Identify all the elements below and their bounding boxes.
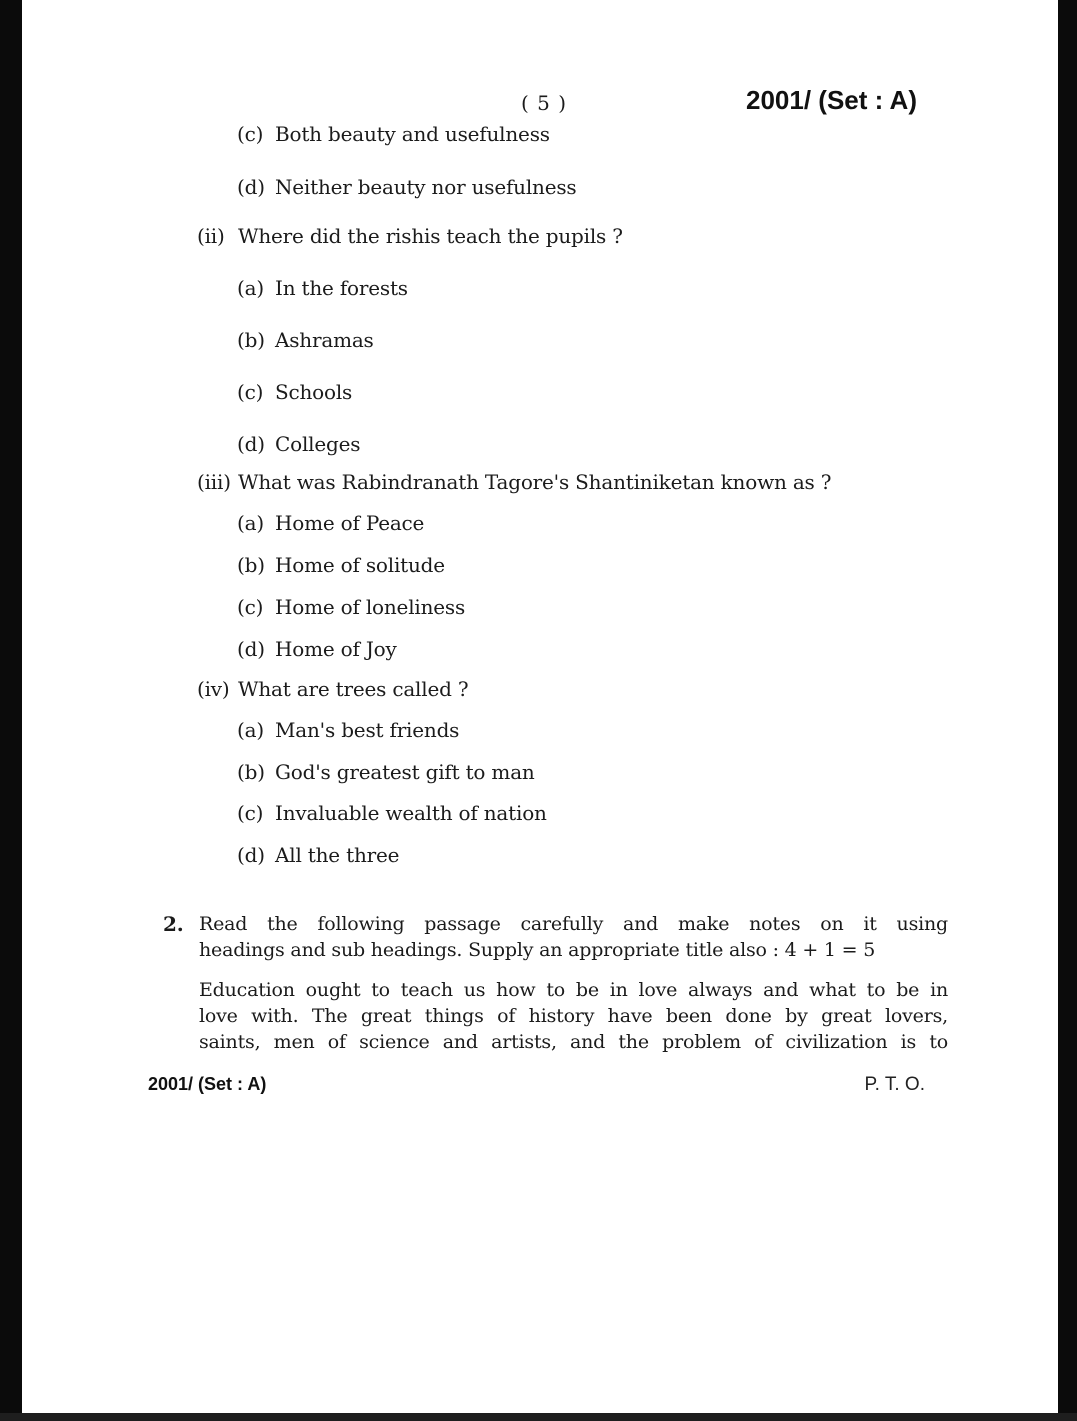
sub-question-iv — [197, 677, 957, 702]
option-text: Home of loneliness — [275, 595, 466, 619]
option-text: Home of Peace — [275, 511, 425, 535]
option-label: (c) — [237, 801, 264, 825]
sub-question-iii — [197, 470, 957, 495]
option-text: In the forests — [275, 276, 408, 300]
questions-section — [197, 122, 957, 868]
option-label: (b) — [237, 760, 265, 784]
option-text: Ashramas — [275, 328, 374, 352]
option-row — [237, 328, 957, 353]
option-text: Invaluable wealth of nation — [275, 801, 547, 825]
option-label: (a) — [237, 718, 264, 742]
page-footer — [148, 1074, 925, 1096]
scan-border-right — [1058, 0, 1077, 1421]
option-label: (b) — [237, 328, 265, 352]
option-text: Both beauty and usefulness — [275, 122, 550, 146]
option-row — [237, 511, 957, 536]
page-number: ( 5 ) — [521, 91, 568, 115]
instruction-line: headings and sub headings. Supply an appropriate title also : 4 + 1 = 5 — [199, 939, 876, 961]
option-text: All the three — [275, 843, 400, 867]
scan-border-bottom — [0, 1413, 1077, 1421]
option-text: Man's best friends — [275, 718, 460, 742]
option-row — [237, 432, 957, 457]
option-label: (c) — [237, 380, 264, 404]
reading-passage — [199, 977, 948, 1055]
option-label: (d) — [237, 432, 265, 456]
passage-line: love with. The great things of history have been done by great lovers, — [199, 1005, 948, 1027]
question-text: Where did the rishis teach the pupils ? — [238, 224, 623, 248]
option-text: Colleges — [275, 432, 361, 456]
set-label-footer: 2001/ (Set : A) — [148, 1074, 267, 1094]
question-2 — [163, 911, 948, 1055]
option-row — [237, 122, 957, 147]
option-row — [237, 175, 957, 200]
scan-border-left — [0, 0, 22, 1421]
option-label: (a) — [237, 276, 264, 300]
option-label: (d) — [237, 843, 265, 867]
instruction-line: Read the following passage carefully and make notes on it using — [199, 913, 948, 935]
question-text: What was Rabindranath Tagore's Shantiniketan known as ? — [238, 470, 832, 494]
option-row — [237, 718, 957, 743]
option-label: (b) — [237, 553, 265, 577]
option-text: Home of solitude — [275, 553, 445, 577]
option-text: God's greatest gift to man — [275, 760, 535, 784]
option-label: (d) — [237, 637, 265, 661]
sub-question-ii — [197, 224, 957, 249]
option-row — [237, 380, 957, 405]
question-number: (ii) — [197, 224, 225, 248]
option-label: (c) — [237, 122, 264, 146]
passage-line: saints, men of science and artists, and the problem of civilization is to — [199, 1031, 948, 1053]
pto-label: P. T. O. — [864, 1074, 925, 1095]
option-row — [237, 843, 957, 868]
option-row — [237, 595, 957, 620]
option-row — [237, 760, 957, 785]
option-text: Neither beauty nor usefulness — [275, 175, 577, 199]
option-row — [237, 276, 957, 301]
option-row — [237, 637, 957, 662]
question-text: What are trees called ? — [238, 677, 469, 701]
option-text: Home of Joy — [275, 637, 397, 661]
question-instruction — [199, 911, 948, 963]
question-number: (iii) — [197, 470, 231, 494]
question-number: 2. — [163, 912, 184, 936]
passage-line: Education ought to teach us how to be in love always and what to be in — [199, 979, 948, 1001]
option-label: (c) — [237, 595, 264, 619]
set-label-header: 2001/ (Set : A) — [746, 85, 917, 115]
option-label: (a) — [237, 511, 264, 535]
option-label: (d) — [237, 175, 265, 199]
option-row — [237, 553, 957, 578]
question-number: (iv) — [197, 677, 230, 701]
option-text: Schools — [275, 380, 353, 404]
option-row — [237, 801, 957, 826]
